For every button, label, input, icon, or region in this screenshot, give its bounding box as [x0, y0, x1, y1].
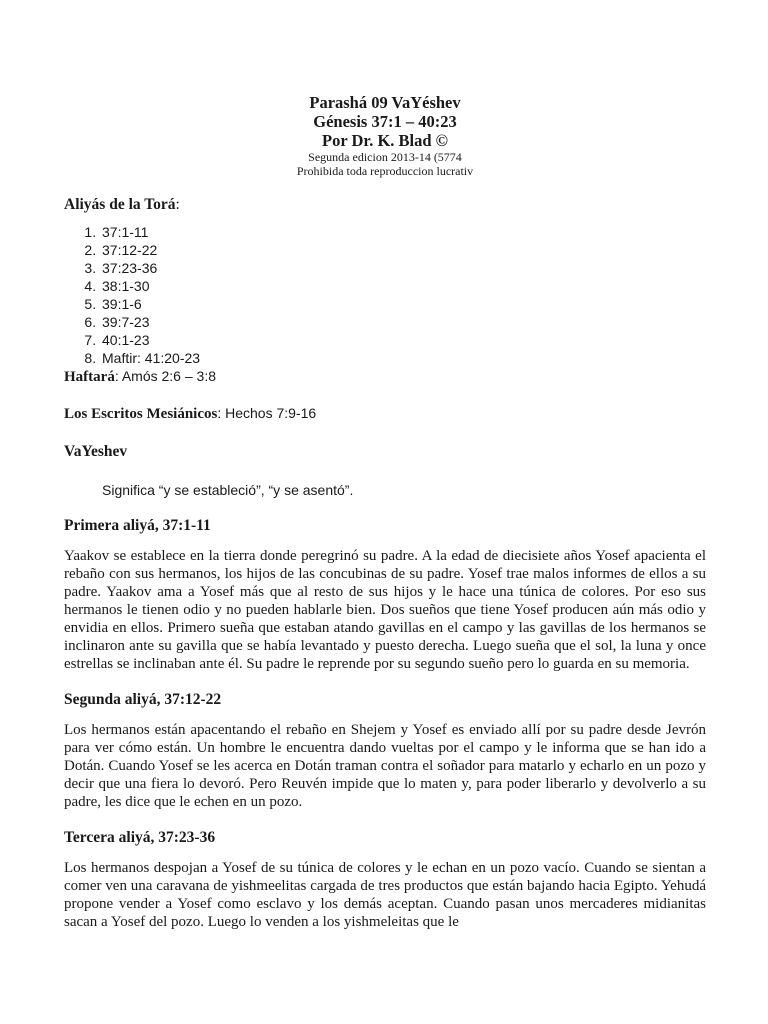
edition-line: Segunda edicion 2013-14 (5774 [308, 150, 462, 164]
section-text-tercera: Los hermanos despojan a Yosef de su túnica de colores y le echan en un pozo vacío. Cuando se sientan a comer ven una caravana de yishmeelitas cargada de tres productos que están bajando hacia Egipto. Yehudá propone vender a Yosef como esclavo y los demás aceptan. Cuando pasan unos mercaderes midianitas sacan a Yosef del pozo. Luego lo venden a los yishmeleitas que le [64, 860, 706, 930]
list-item: 5. 39:1-6 [100, 295, 706, 313]
escritos-line [64, 404, 706, 423]
section-heading-segunda: Segunda aliyá, 37:12-22 [64, 691, 222, 708]
escritos-label: Los Escritos Mesiánicos [64, 406, 218, 422]
haftara-value: : Amós 2:6 – 3:8 [114, 368, 216, 384]
document-title: Parashá 09 VaYéshev [309, 93, 461, 112]
section-heading-primera: Primera aliyá, 37:1-11 [64, 517, 211, 534]
list-item: 6. 39:7-23 [100, 313, 706, 331]
scripture-reference: Génesis 37:1 – 40:23 [313, 112, 457, 131]
list-item: 2. 37:12-22 [100, 241, 706, 259]
copyright-notice: Prohibida toda reproduccion lucrativ [296, 164, 474, 178]
section-text-primera: Yaakov se establece en la tierra donde peregrinó su padre. A la edad de diecisiete años Yosef apacienta el rebaño con sus hermanos, los hijos de las concubinas de su padre. Yosef trae malos informes de ellos a su padre. Yaakov ama a Yosef más que al resto de sus hijos y le hace una túnica de colores. Por eso sus hermanos le tienen odio y no pueden hablarle bien. Dos sueños que tiene Yosef producen aún más odio y envidia en ellos. Primero sueña que estaban atando gavillas en el campo y las gavillas de los hermanos se inclinaron ante su gavilla que se había levantado y puesto derecha. Luego sueña que el sol, la luna y once estrellas se inclinaban ante él. Su padre le reprende por su segundo sueño pero lo guarda en su memoria. [64, 548, 706, 672]
section-text-segunda: Los hermanos están apacentando el rebaño en Shejem y Yosef es enviado allí por su padre desde Jevrón para ver cómo están. Un hombre le encuentra dando vueltas por el campo y le informa que se han ido a Dotán. Cuando Yosef se les acerca en Dotán traman contra el soñador para matarlo y echarlo en un pozo y decir que una fiera lo devoró. Pero Reuvén impide que lo maten y, para poder liberarlo y devolverlo a su padre, les dice que le echen en un pozo. [64, 722, 706, 810]
section-heading-tercera: Tercera aliyá, 37:23-36 [64, 829, 216, 846]
list-item: 1. 37:1-11 [100, 223, 706, 241]
list-item: 8. Maftir: 41:20-23 [100, 349, 706, 367]
vayeshev-heading: VaYeshev [64, 443, 128, 460]
haftara-line [64, 367, 706, 386]
list-item: 3. 37:23-36 [100, 259, 706, 277]
author-line: Por Dr. K. Blad © [321, 131, 448, 150]
document-header [64, 93, 706, 178]
aliyas-heading [64, 196, 706, 214]
list-item: 7. 40:1-23 [100, 331, 706, 349]
aliyas-list [64, 223, 706, 367]
haftara-label: Haftará [64, 369, 115, 385]
aliyas-colon: : [175, 196, 180, 213]
vayeshev-meaning: Significa “y se estableció”, “y se asentó”. [102, 482, 354, 498]
list-item: 4. 38:1-30 [100, 277, 706, 295]
escritos-value: : Hechos 7:9-16 [217, 405, 317, 421]
aliyas-title: Aliyás de la Torá [64, 196, 176, 213]
